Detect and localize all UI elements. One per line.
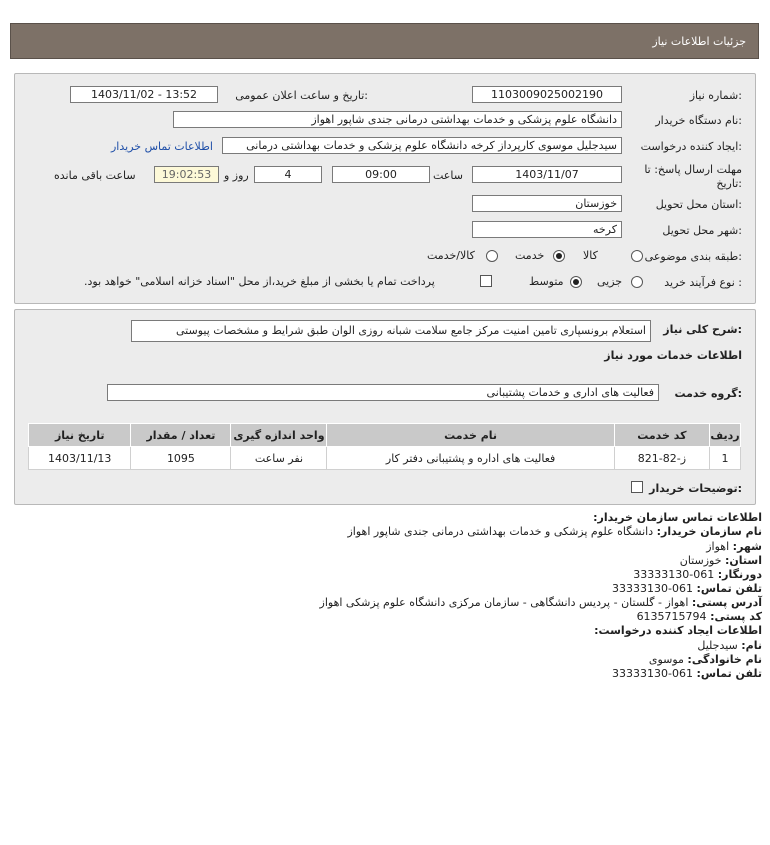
need-number-label: شماره نیاز: <box>689 89 742 102</box>
contact-phone: تلفن تماس: 061-33333130 <box>612 582 762 595</box>
category-goods-label: کالا <box>583 249 598 262</box>
service-group-label: گروه خدمت: <box>674 387 742 400</box>
page-title: جزئیات اطلاعات نیاز <box>652 35 746 48</box>
remaining-time-field: 19:02:53 <box>154 166 219 183</box>
creator-title: اطلاعات ایجاد کننده درخواست: <box>594 624 762 637</box>
contact-fax: دورنگار: 061-33333130 <box>633 568 762 581</box>
service-group-field: فعالیت های اداری و خدمات پشتیبانی <box>107 384 659 401</box>
services-title: اطلاعات خدمات مورد نیاز <box>604 349 742 362</box>
cell-name: فعالیت های اداره و پشتیبانی دفتر کار <box>327 447 614 470</box>
table-header-row <box>29 424 741 447</box>
process-medium-label: متوسط <box>529 275 564 288</box>
treasury-payment-label: پرداخت تمام یا بخشی از مبلغ خرید،از محل "اسناد خزانه اسلامی" خواهد بود. <box>84 275 435 288</box>
need-number-field: 1103009025002190 <box>472 86 622 103</box>
buyer-contact-link[interactable]: اطلاعات تماس خریدار <box>111 140 213 153</box>
buyer-notes-checkbox[interactable] <box>631 481 643 493</box>
announce-date-field: 1403/11/02 - 13:52 <box>70 86 218 103</box>
buyer-org-field: دانشگاه علوم پزشکی و خدمات بهداشتی درمانی جندی شاپور اهواز <box>173 111 622 128</box>
cell-qty: 1095 <box>131 447 231 470</box>
summary-label: شرح کلی نیاز: <box>663 323 742 336</box>
col-code-header: کد خدمت <box>614 424 709 447</box>
buyer-org-label: نام دستگاه خریدار: <box>655 114 742 127</box>
deadline-time-label: ساعت <box>433 169 463 182</box>
remaining-days-field: 4 <box>254 166 322 183</box>
contact-title: اطلاعات تماس سازمان خریدار: <box>593 511 762 524</box>
category-goods-radio[interactable] <box>631 250 643 262</box>
announce-date-label: تاریخ و ساعت اعلان عمومی: <box>235 89 368 102</box>
deadline-time-field: 09:00 <box>332 166 430 183</box>
process-minor-radio[interactable] <box>631 276 643 288</box>
summary-field: استعلام برونسپاری تامین امنیت مرکز جامع سلامت شبانه روزی الوان طبق شرایط و مشخصات پیوستی <box>131 320 651 342</box>
process-minor-label: جزیی <box>597 275 623 288</box>
category-goods-service-radio[interactable] <box>486 250 498 262</box>
remaining-time-label: ساعت باقی مانده <box>54 169 136 182</box>
category-service-label: خدمت <box>515 249 545 262</box>
deadline-label: مهلت ارسال پاسخ: تا <box>644 163 742 176</box>
requester-field: سیدجلیل موسوی کارپرداز کرخه دانشگاه علوم پزشکی و خدمات بهداشتی درمانی <box>222 137 622 154</box>
process-type-label: نوع فرآیند خرید : <box>664 276 742 289</box>
requester-label: ایجاد کننده درخواست: <box>640 140 742 153</box>
page-header <box>10 23 759 59</box>
province-label: استان محل تحویل: <box>655 198 742 211</box>
remaining-days-label: روز و <box>224 169 249 182</box>
province-field: خوزستان <box>472 195 622 212</box>
col-name-header: نام خدمت <box>327 424 614 447</box>
process-medium-radio[interactable] <box>570 276 582 288</box>
contact-city: شهر: اهواز <box>706 540 762 553</box>
creator-phone: تلفن تماس: 061-33333130 <box>612 667 762 680</box>
treasury-payment-checkbox[interactable] <box>480 275 492 287</box>
need-info-panel <box>14 73 756 304</box>
contact-province: استان: خوزستان <box>679 554 762 567</box>
cell-code: ز-82-821 <box>614 447 709 470</box>
city-field: کرخه <box>472 221 622 238</box>
deadline-label-date: تاریخ: <box>716 177 742 190</box>
cell-date: 1403/11/13 <box>29 447 131 470</box>
category-service-radio[interactable] <box>553 250 565 262</box>
creator-last-name: نام خانوادگی: موسوی <box>648 653 762 666</box>
col-unit-header: واحد اندازه گیری <box>231 424 327 447</box>
table-row <box>29 447 741 470</box>
contact-org: نام سازمان خریدار: دانشگاه علوم پزشکی و خدمات بهداشتی درمانی جندی شاپور اهواز <box>347 525 762 538</box>
category-label: طبقه بندی موضوعی: <box>644 250 742 263</box>
services-table <box>28 423 741 470</box>
creator-first-name: نام: سیدجلیل <box>697 639 762 652</box>
deadline-date-field: 1403/11/07 <box>472 166 622 183</box>
cell-unit: نفر ساعت <box>231 447 327 470</box>
col-qty-header: تعداد / مقدار <box>131 424 231 447</box>
category-goods-service-label: کالا/خدمت <box>427 249 475 262</box>
city-label: شهر محل تحویل: <box>662 224 742 237</box>
contact-address: آدرس پستی: اهواز - گلستان - پردیس دانشگاهی - سازمان مرکزی دانشگاه علوم پزشکی اهواز <box>319 596 762 609</box>
contact-postal: کد پستی: 6135715794 <box>636 610 762 623</box>
col-row-header: ردیف <box>710 424 741 447</box>
col-date-header: تاریخ نیاز <box>29 424 131 447</box>
buyer-notes-label: توضیحات خریدار: <box>649 482 742 495</box>
cell-row: 1 <box>710 447 741 470</box>
